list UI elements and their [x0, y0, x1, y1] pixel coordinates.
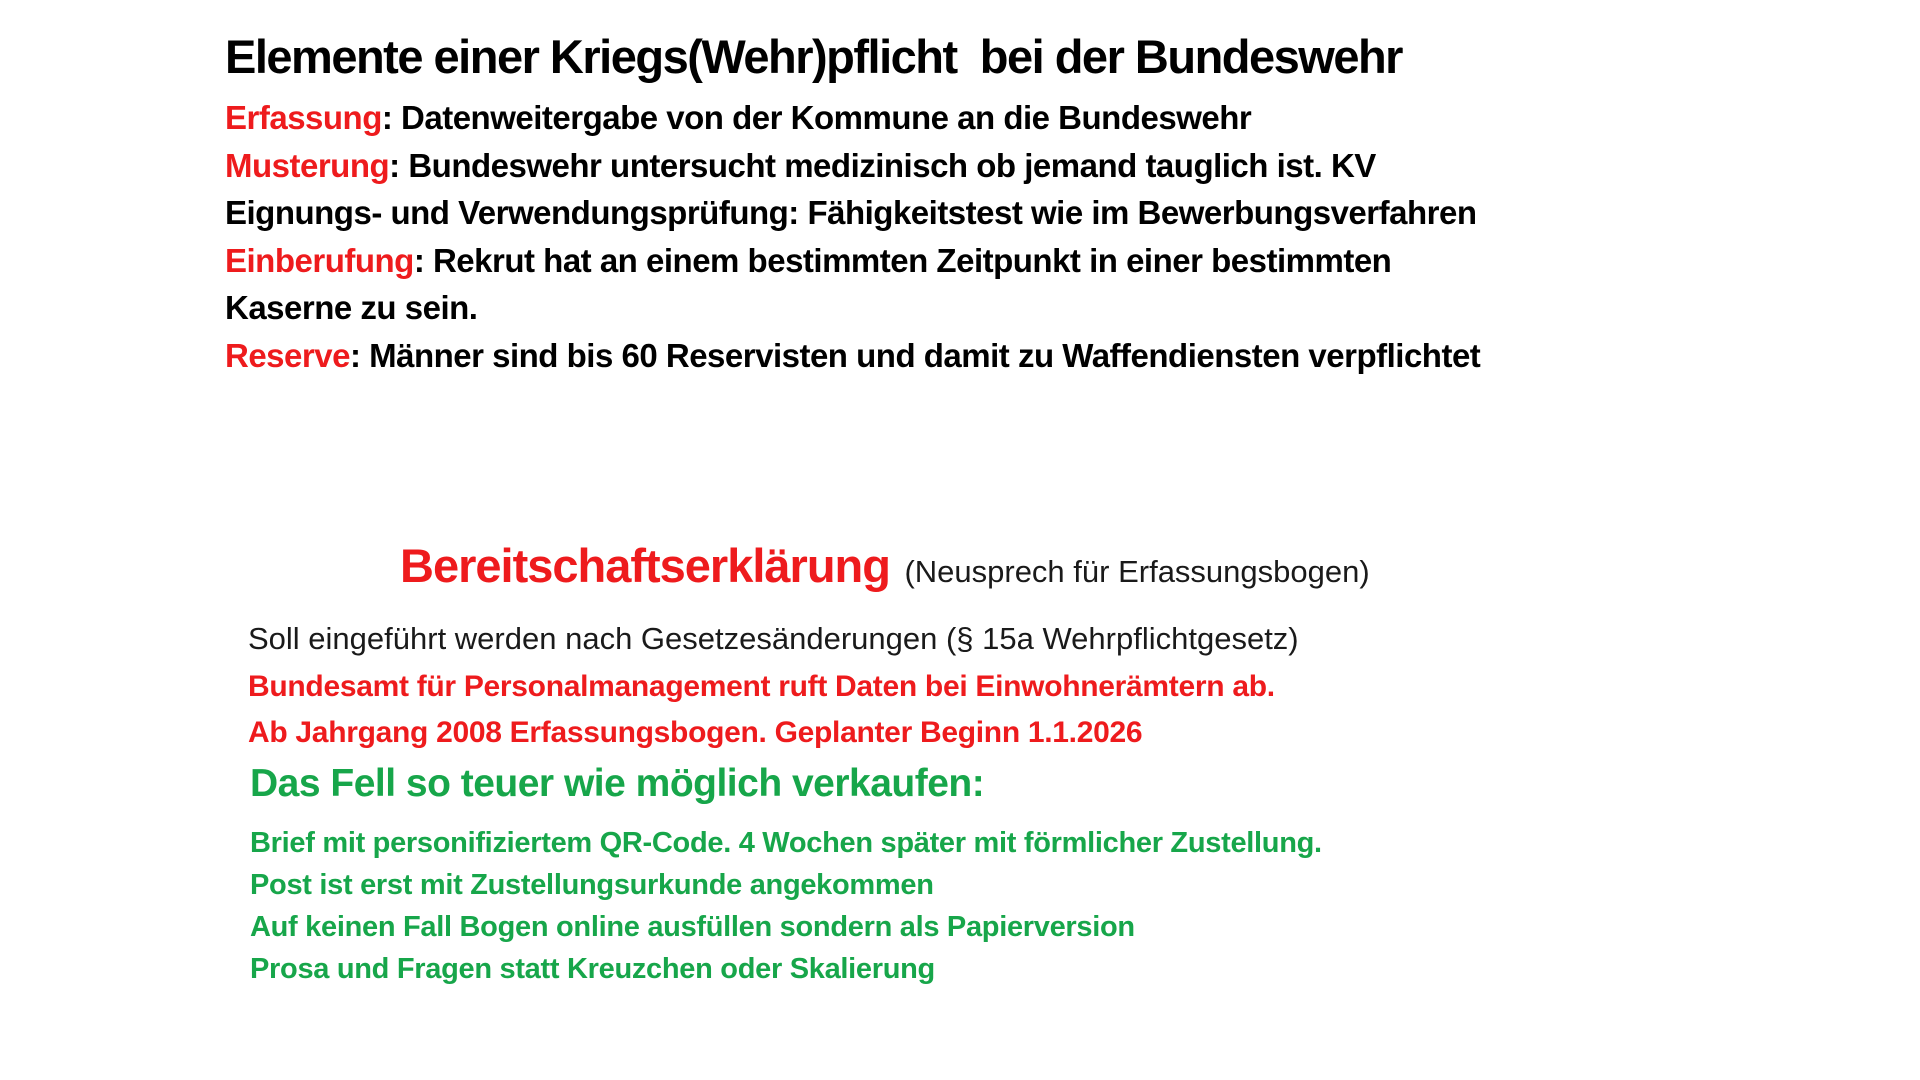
term-label-musterung: Musterung	[225, 146, 390, 184]
term-definition-eignung: Eignungs- und Verwendungsprüfung: Fähigkeitstest wie im Bewerbungsverfahren	[225, 194, 1477, 231]
term-definition-kaserne: Kaserne zu sein.	[225, 289, 478, 326]
law-intro-line: Soll eingeführt werden nach Gesetzesänderungen (§ 15a Wehrpflichtgesetz)	[248, 621, 1299, 656]
term-label-erfassung: Erfassung	[225, 99, 382, 136]
advice-heading: Das Fell so teuer wie möglich verkaufen:	[250, 762, 985, 805]
conscription-line-einberufung	[225, 237, 1875, 285]
term-definition-reserve: : Männer sind bis 60 Reservisten und damit zu Waffendiensten verpflichtet	[349, 336, 1481, 374]
law-red-line-jahrgang: Ab Jahrgang 2008 Erfassungsbogen. Geplanter Beginn 1.1.2026	[248, 716, 1143, 749]
conscription-line-erfassung	[225, 94, 1875, 142]
term-label-einberufung: Einberufung	[225, 241, 414, 279]
bereitschaft-heading-title: Bereitschaftserklärung	[400, 539, 890, 592]
law-red-lines	[248, 664, 1748, 756]
bereitschaft-heading	[400, 538, 1370, 593]
advice-section	[250, 760, 1750, 990]
term-definition-musterung: : Bundeswehr untersucht medizinisch ob jemand tauglich ist. KV	[389, 146, 1376, 184]
advice-line-brief: Brief mit personifiziertem QR-Code. 4 Wochen später mit förmlicher Zustellung.	[250, 827, 1322, 859]
term-definition-erfassung: : Datenweitergabe von der Kommune an die Bundeswehr	[381, 99, 1252, 136]
conscription-line-reserve	[225, 332, 1875, 380]
law-red-line-bundesamt: Bundesamt für Personalmanagement ruft Daten bei Einwohnerämtern ab.	[248, 670, 1275, 703]
law-section	[248, 618, 1748, 756]
conscription-line-kaserne	[225, 284, 1875, 332]
bereitschaft-heading-note: (Neusprech für Erfassungsbogen)	[904, 554, 1370, 589]
conscription-elements-section	[225, 26, 1875, 379]
page-title: Elemente einer Kriegs(Wehr)pflicht bei der Bundeswehr	[225, 30, 1402, 83]
term-label-reserve: Reserve	[225, 336, 350, 374]
advice-line-post: Post ist erst mit Zustellungsurkunde angekommen	[250, 869, 934, 901]
term-definition-einberufung: : Rekrut hat an einem bestimmten Zeitpunkt in einer bestimmten	[413, 241, 1392, 279]
conscription-line-musterung	[225, 142, 1875, 190]
advice-line-prosa: Prosa und Fragen statt Kreuzchen oder Skalierung	[250, 953, 935, 985]
advice-line-online: Auf keinen Fall Bogen online ausfüllen sondern als Papierversion	[250, 911, 1135, 943]
conscription-line-eignung	[225, 189, 1875, 237]
